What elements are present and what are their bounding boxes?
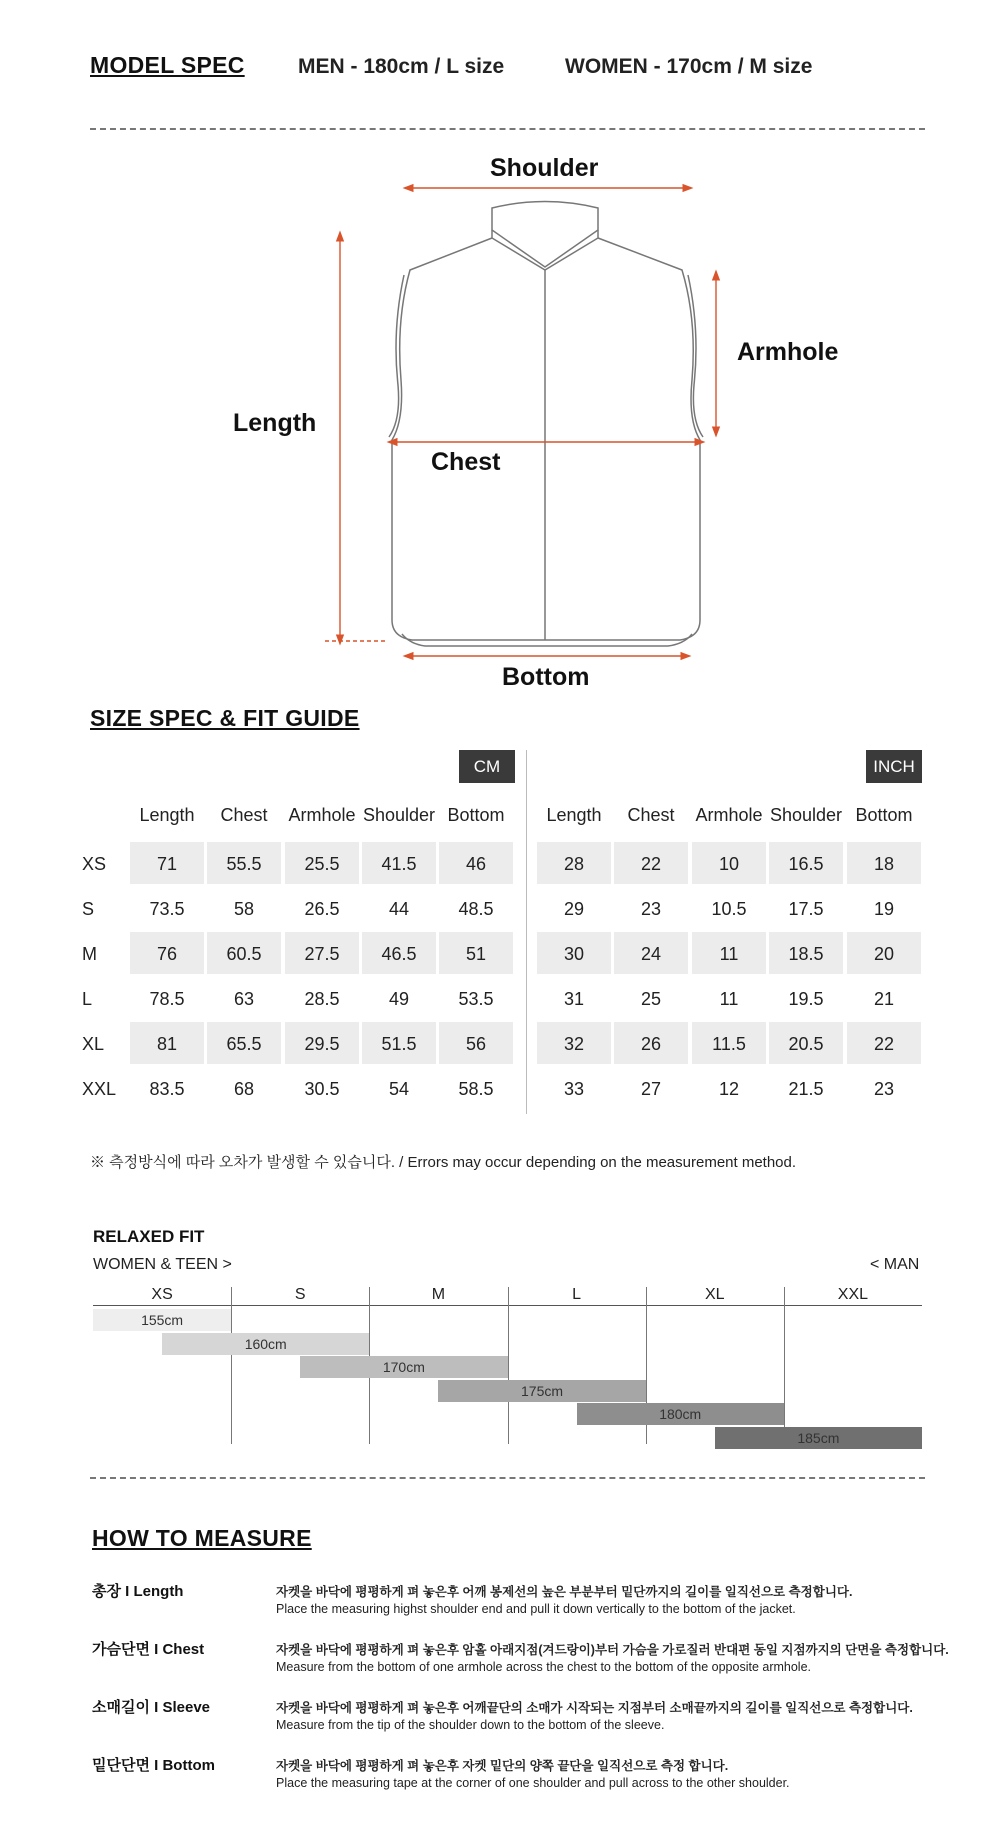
cm-cell: 44: [388, 899, 410, 919]
fit-height-label: 180cm: [659, 1406, 702, 1422]
vest-diagram: [0, 140, 1000, 700]
measure-desc-en: Place the measuring highst shoulder end and pull it down vertically to the bottom of the jacket.: [276, 1602, 796, 1616]
inch-cell: 28: [563, 854, 585, 874]
fit-height-bar: [438, 1380, 645, 1402]
size-spec-title: SIZE SPEC & FIT GUIDE: [90, 705, 360, 731]
cm-cell: 65.5: [226, 1034, 262, 1054]
fit-column-line: [784, 1287, 785, 1444]
inch-cell: 22: [640, 854, 662, 874]
length-label: Length: [233, 409, 317, 437]
cm-cell: 51.5: [381, 1034, 417, 1054]
model-women: WOMEN - 170cm / M size: [565, 55, 813, 78]
inch-cell: 20.5: [788, 1034, 824, 1054]
cm-cell: 25.5: [304, 854, 340, 874]
measure-desc-ko: 자켓을 바닥에 평평하게 펴 놓은후 어깨끝단의 소매가 시작되는 지점부터 소매끝까지의 길이를 일직선으로 측정합니다.: [276, 1701, 913, 1715]
cm-cell: 29.5: [304, 1034, 340, 1054]
cm-cell: 28.5: [304, 989, 340, 1009]
measure-key: 총장 I Length: [92, 1583, 184, 1600]
inch-cell: 29: [563, 899, 585, 919]
cm-cell: 71: [156, 854, 178, 874]
size-label: XXL: [82, 1079, 117, 1099]
inch-col-header: Armhole: [695, 805, 763, 825]
fit-size-label: S: [294, 1286, 306, 1303]
cm-cell: 27.5: [304, 944, 340, 964]
measure-key: 가슴단면 I Chest: [92, 1641, 205, 1658]
cm-cell: 63: [233, 989, 255, 1009]
cm-cell: 46: [465, 854, 487, 874]
inch-col-header: Bottom: [855, 805, 913, 825]
inch-col-header: Length: [546, 805, 602, 825]
inch-cell: 18.5: [788, 944, 824, 964]
divider-bottom: [90, 1477, 925, 1479]
fit-height-label: 160cm: [244, 1335, 287, 1352]
bottom-label: Bottom: [502, 663, 590, 691]
inch-cell: 31: [563, 989, 585, 1009]
cm-cell: 55.5: [226, 854, 262, 874]
fit-size-label: L: [572, 1286, 582, 1303]
cm-cell: 83.5: [149, 1079, 185, 1099]
inch-cell: 11: [719, 989, 739, 1009]
inch-cell: 22: [873, 1034, 895, 1054]
inch-cell: 25: [640, 989, 662, 1009]
inch-cell: 19.5: [788, 989, 824, 1009]
shoulder-label: Shoulder: [490, 154, 599, 182]
inch-cell: 33: [563, 1079, 585, 1099]
cm-cell: 30.5: [304, 1079, 340, 1099]
size-label: L: [82, 989, 93, 1009]
divider-top: [90, 128, 925, 130]
armhole-label: Armhole: [737, 338, 839, 366]
fit-left-label: WOMEN & TEEN >: [93, 1256, 232, 1273]
size-label: S: [82, 899, 95, 919]
inch-cell: 12: [718, 1079, 740, 1099]
inch-col-header: Chest: [627, 805, 675, 825]
inch-cell: 32: [563, 1034, 585, 1054]
fit-height-label: 185cm: [797, 1429, 840, 1446]
chest-label: Chest: [431, 448, 501, 476]
measure-desc-ko: 자켓을 바닥에 평평하게 펴 놓은후 암홀 아래지점(겨드랑이)부터 가슴을 가로질러 반대편 동일 지점까지의 단면을 측정합니다.: [276, 1643, 949, 1657]
fit-height-bar: [162, 1333, 369, 1355]
inch-cell: 19: [873, 899, 895, 919]
measurement-note: ※ 측정방식에 따라 오차가 발생할 수 있습니다. / Errors may occur depending on the measurement method.: [90, 1154, 797, 1171]
vest-outline: [389, 202, 703, 647]
cm-cell: 78.5: [149, 989, 185, 1009]
inch-col-header: Shoulder: [769, 805, 843, 825]
fit-size-label: XS: [151, 1286, 173, 1303]
cm-cell: 51: [465, 944, 487, 964]
fit-column-line: [231, 1287, 232, 1444]
cm-col-header: Armhole: [288, 805, 356, 825]
inch-cell: 26: [640, 1034, 662, 1054]
inch-cell: 30: [563, 944, 585, 964]
model-men: MEN - 180cm / L size: [298, 55, 505, 78]
measure-desc-ko: 자켓을 바닥에 평평하게 펴 놓은후 어깨 봉제선의 높은 부분부터 밑단까지의 길이를 일직선으로 측정합니다.: [276, 1585, 853, 1599]
cm-cell: 73.5: [149, 899, 185, 919]
cm-cell: 46.5: [381, 944, 417, 964]
cm-cell: 26.5: [304, 899, 340, 919]
inch-cell: 27: [640, 1079, 662, 1099]
fit-height-label: 170cm: [382, 1359, 425, 1375]
fit-height-label: 155cm: [141, 1312, 184, 1328]
cm-col-header: Bottom: [447, 805, 505, 825]
inch-cell: 23: [640, 899, 662, 919]
cm-cell: 56: [465, 1034, 487, 1054]
size-label: XL: [82, 1034, 105, 1054]
cm-col-header: Length: [139, 805, 195, 825]
measure-key: 밑단단면 I Bottom: [92, 1757, 215, 1774]
fit-height-bar: [300, 1356, 507, 1378]
cm-cell: 58.5: [458, 1079, 494, 1099]
measure-key: 소매길이 I Sleeve: [92, 1699, 211, 1716]
fit-right-label: < MAN: [870, 1256, 920, 1273]
cm-cell: 76: [156, 944, 178, 964]
measure-desc-en: Measure from the bottom of one armhole across the chest to the bottom of the opposite armhole.: [276, 1660, 812, 1674]
how-to-title: HOW TO MEASURE: [92, 1525, 312, 1551]
cm-cell: 54: [388, 1079, 410, 1099]
inch-cell: 11: [719, 944, 739, 964]
fit-size-label: XL: [704, 1286, 725, 1303]
fit-title: RELAXED FIT: [93, 1227, 205, 1246]
cm-cell: 41.5: [381, 854, 417, 874]
measure-desc-ko: 자켓을 바닥에 평평하게 펴 놓은후 자켓 밑단의 양쪽 끝단을 일직선으로 측정 합니다.: [276, 1759, 729, 1773]
cm-badge: CM: [459, 750, 515, 783]
inch-cell: 21.5: [788, 1079, 824, 1099]
inch-badge: INCH: [866, 750, 922, 783]
inch-cell: 24: [640, 944, 662, 964]
cm-cell: 60.5: [226, 944, 262, 964]
fit-column-line: [508, 1287, 509, 1444]
cm-col-header: Shoulder: [362, 805, 436, 825]
cm-cell: 49: [388, 989, 410, 1009]
inch-cell: 17.5: [788, 899, 824, 919]
fit-height-label: 175cm: [521, 1382, 564, 1399]
fit-size-label: XXL: [837, 1286, 869, 1303]
inch-cell: 10.5: [711, 899, 747, 919]
inch-cell: 16.5: [788, 854, 824, 874]
inch-cell: 18: [873, 854, 895, 874]
inch-cell: 10: [718, 854, 740, 874]
cm-cell: 48.5: [458, 899, 494, 919]
fit-size-label: M: [431, 1286, 446, 1303]
measure-desc-en: Measure from the tip of the shoulder down to the bottom of the sleeve.: [276, 1718, 665, 1732]
measure-desc-en: Place the measuring tape at the corner of one shoulder and pull across to the other shoulder.: [276, 1776, 790, 1790]
size-label: M: [82, 944, 97, 964]
cm-cell: 81: [156, 1034, 178, 1054]
cm-cell: 53.5: [458, 989, 494, 1009]
inch-cell: 21: [873, 989, 895, 1009]
model-spec-title: MODEL SPEC: [90, 52, 245, 78]
fit-height-bar: [715, 1427, 922, 1449]
inch-cell: 11.5: [712, 1034, 746, 1054]
inch-cell: 20: [873, 944, 895, 964]
cm-cell: 68: [233, 1079, 255, 1099]
fit-height-bar: [577, 1403, 784, 1425]
fit-height-bar: [93, 1309, 231, 1331]
table-divider: [526, 750, 527, 1114]
size-label: XS: [82, 854, 107, 874]
inch-cell: 23: [873, 1079, 895, 1099]
cm-col-header: Chest: [220, 805, 268, 825]
cm-cell: 58: [233, 899, 255, 919]
